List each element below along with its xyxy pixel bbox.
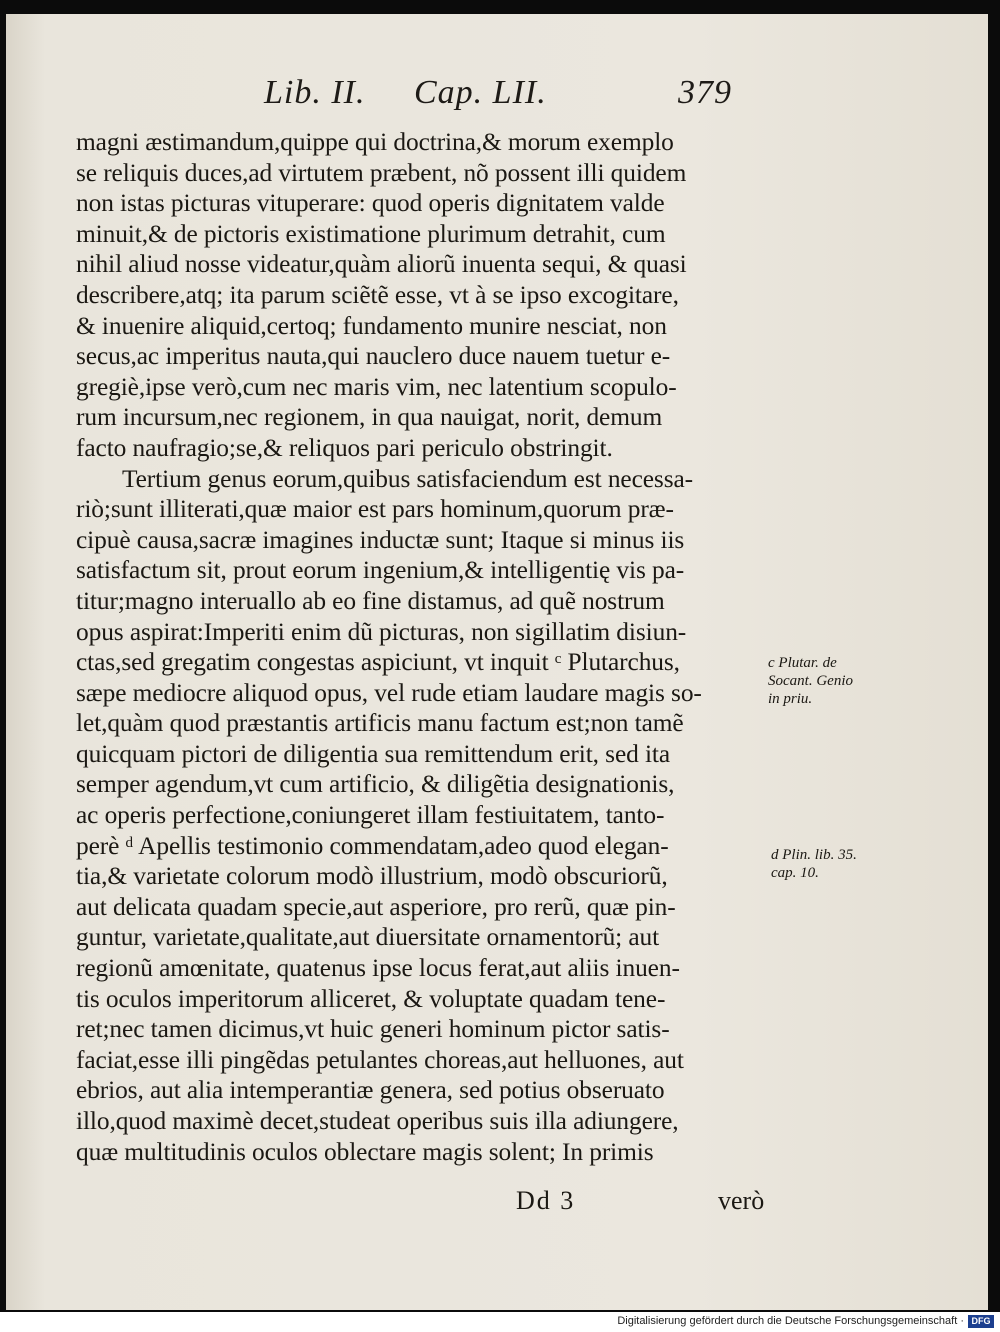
text-line: tia,& varietate colorum modò illustrium, modò obscuriorũ,	[76, 862, 668, 891]
text-line: non istas picturas vituperare: quod operis dignitatem valde	[76, 189, 665, 218]
body-text	[76, 127, 766, 1167]
marginal-note-line: d Plin. lib. 35.	[771, 847, 857, 863]
text-line: ebrios, aut alia intemperantiæ genera, sed potius obseruato	[76, 1076, 665, 1105]
text-line: minuit,& de pictoris existimatione plurimum detrahit, cum	[76, 219, 666, 248]
text-line: Tertium genus eorum,quibus satisfaciendum est necessa-	[122, 464, 694, 493]
text-line: facto naufragio;se,& reliquos pari periculo obstringit.	[76, 433, 613, 462]
text-line: aut delicata quadam specie,aut asperiore, pro rerũ, quæ pin-	[76, 892, 676, 921]
dfg-logo: DFG	[968, 1315, 994, 1328]
marginal-note-d	[771, 846, 857, 882]
running-title: Lib. II.	[264, 74, 366, 111]
text-line: quæ multitudinis oculos oblectare magis solent; In primis	[76, 1137, 654, 1166]
text-line: ctas,sed gregatim congestas aspiciunt, vt inquit ᶜ Plutarchus,	[76, 648, 680, 677]
text-line: opus aspirat:Imperiti enim dũ picturas, non sigillatim disiun-	[76, 617, 687, 646]
text-line: gregiè,ipse verò,cum nec maris vim, nec latentium scopulo-	[76, 372, 677, 401]
credit-text: Digitalisierung gefördert durch die Deutsche Forschungsgemeinschaft ·	[617, 1315, 964, 1327]
book-page	[6, 14, 988, 1310]
text-line: se reliquis duces,ad virtutem præbent, nõ possent illi quidem	[76, 158, 687, 187]
text-line: faciat,esse illi pingẽdas petulantes choreas,aut helluones, aut	[76, 1045, 684, 1074]
text-line: riò;sunt illiterati,quæ maior est pars hominum,quorum præ-	[76, 495, 674, 524]
chapter-title: Cap. LII.	[414, 74, 547, 111]
text-line: & inuenire aliquid,certoq; fundamento munire nesciat, non	[76, 311, 667, 340]
text-line: let,quàm quod præstantis artificis manu factum est;non tamẽ	[76, 709, 684, 738]
text-line: semper agendum,vt cum artificio, & diligẽtia designationis,	[76, 770, 675, 799]
text-line: sæpe mediocre aliquod opus, vel rude etiam laudare magis so-	[76, 678, 702, 707]
text-line: quicquam pictori de diligentia sua remittendum erit, sed ita	[76, 739, 671, 768]
text-line: cipuè causa,sacræ imagines inductæ sunt; Itaque si minus iis	[76, 525, 685, 554]
text-line: ret;nec tamen dicimus,vt huic generi hominum pictor satis-	[76, 1015, 670, 1044]
text-line: rum incursum,nec regionem, in qua nauigat, norit, demum	[76, 403, 663, 432]
text-line: illo,quod maximè decet,studeat operibus suis illa adiungere,	[76, 1107, 679, 1135]
text-line: magni æstimandum,quippe qui doctrina,& morum exemplo	[76, 128, 674, 156]
credit-bar	[0, 1312, 1000, 1332]
signature-mark: Dd 3	[516, 1186, 576, 1215]
marginal-note-line: cap. 10.	[771, 865, 819, 881]
marginal-note-line: c Plutar. de	[768, 655, 837, 671]
page-header	[264, 74, 808, 118]
marginal-note-line: Socant. Genio	[768, 673, 853, 689]
text-line: describere,atq; ita parum sciẽtẽ esse, vt à se ipso excogitare,	[76, 280, 679, 309]
text-line: guntur, varietate,qualitate,aut diuersitate ornamentorũ; aut	[76, 923, 660, 952]
marginal-note-c	[768, 654, 853, 708]
catchword: verò	[718, 1186, 765, 1215]
text-line: regionũ amœnitate, quatenus ipse locus ferat,aut aliis inuen-	[76, 954, 680, 983]
text-line: satisfactum sit, prout eorum ingenium,& intelligentię vis pa-	[76, 556, 685, 585]
page-number: 379	[678, 74, 732, 111]
text-line: perè ᵈ Apellis testimonio commendatam,adeo quod elegan-	[76, 831, 669, 860]
marginal-note-line: in priu.	[768, 691, 813, 707]
text-line: secus,ac imperitus nauta,qui nauclero duce nauem tuetur e-	[76, 342, 671, 371]
text-line: ac operis perfectione,coniungeret illam festiuitatem, tanto-	[76, 801, 665, 830]
page-footer	[506, 1186, 796, 1220]
text-line: tis oculos imperitorum alliceret, & voluptate quadam tene-	[76, 984, 666, 1013]
text-line: nihil aliud nosse videatur,quàm aliorũ inuenta sequi, & quasi	[76, 250, 687, 279]
text-line: titur;magno interuallo ab eo fine distamus, ad quẽ nostrum	[76, 586, 665, 615]
